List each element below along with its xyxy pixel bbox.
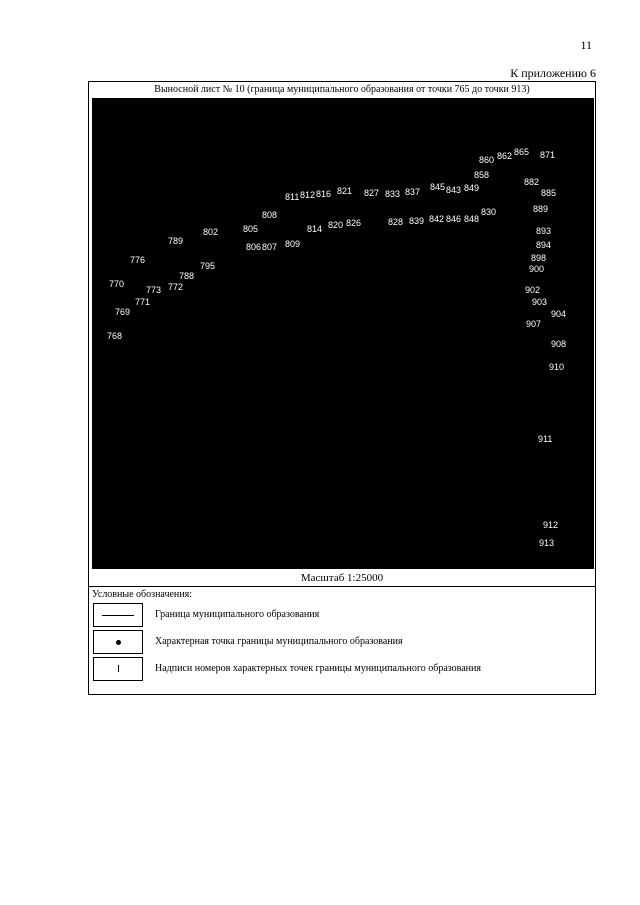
point-label: 911 [538,434,553,444]
point-label: 848 [464,214,480,224]
point-label: 898 [531,253,547,263]
point-label: 885 [541,188,557,198]
point-label: 904 [551,309,567,319]
legend-title: Условные обозначения: [92,589,193,600]
point-label: 862 [497,151,513,161]
point-label: 902 [525,285,541,295]
point-label: 882 [524,177,540,187]
point-label: 776 [130,255,146,265]
point-label: 772 [168,282,184,292]
point-label: 894 [536,240,552,250]
point-label: 806 [246,242,262,252]
point-label: 769 [115,307,131,317]
point-label: 812 [300,190,316,200]
point-label: 802 [203,227,219,237]
point-label: 843 [446,185,462,195]
point-label: 821 [337,186,353,196]
point-label: 871 [540,150,556,160]
point-label: 789 [168,236,184,246]
line-symbol [102,615,134,616]
point-label: 771 [135,297,151,307]
sheet-title: Выносной лист № 10 (граница муниципального образования от точки 765 до точки 913) [154,84,530,95]
point-label: 908 [551,339,567,349]
point-label: 827 [364,188,380,198]
point-label: 903 [532,297,548,307]
legend-item-label [93,657,591,683]
scale-label: Масштаб 1:25000 [300,572,384,584]
point-label: 912 [543,520,559,530]
point-label: 788 [179,271,195,281]
point-label: 913 [539,538,555,548]
point-label: 839 [409,216,425,226]
legend-text: Надписи номеров характерных точек границы муниципального образования [155,663,481,674]
legend-text: Граница муниципального образования [155,609,320,620]
point-label: 845 [430,182,446,192]
point-label: 814 [307,224,323,234]
point-label: 830 [481,207,497,217]
point-label: 820 [328,220,344,230]
point-label: 900 [529,264,545,274]
legend-text: Характерная точка границы муниципального образования [155,636,403,647]
mark-symbol [118,665,119,672]
point-label: 842 [429,214,445,224]
sheet-frame [88,81,596,695]
dot-symbol [116,640,121,645]
legend-symbol-box [93,603,143,627]
point-label: 849 [464,183,480,193]
legend-symbol-box [93,657,143,681]
point-label: 907 [526,319,542,329]
legend-symbol-box [93,630,143,654]
point-label: 893 [536,226,552,236]
point-label: 833 [385,189,401,199]
point-label: 837 [405,187,421,197]
point-label: 807 [262,242,278,252]
point-label: 865 [514,147,530,157]
point-label: 811 [285,192,300,202]
map-area [92,98,594,569]
point-label: 816 [316,189,332,199]
point-label: 773 [146,285,162,295]
legend-item-point [93,630,591,656]
point-label: 860 [479,155,495,165]
point-label: 889 [533,204,549,214]
point-label: 808 [262,210,278,220]
point-label: 826 [346,218,362,228]
point-label: 858 [474,170,490,180]
point-label: 809 [285,239,301,249]
point-label: 770 [109,279,125,289]
appendix-label: К приложению 6 [510,66,596,80]
point-label: 828 [388,217,404,227]
point-label: 795 [200,261,216,271]
point-label: 846 [446,214,462,224]
point-label: 805 [243,224,259,234]
point-label: 768 [107,331,123,341]
legend-item-boundary [93,603,591,629]
page-number: 11 [580,38,592,52]
point-label: 910 [549,362,565,372]
divider [89,586,595,587]
